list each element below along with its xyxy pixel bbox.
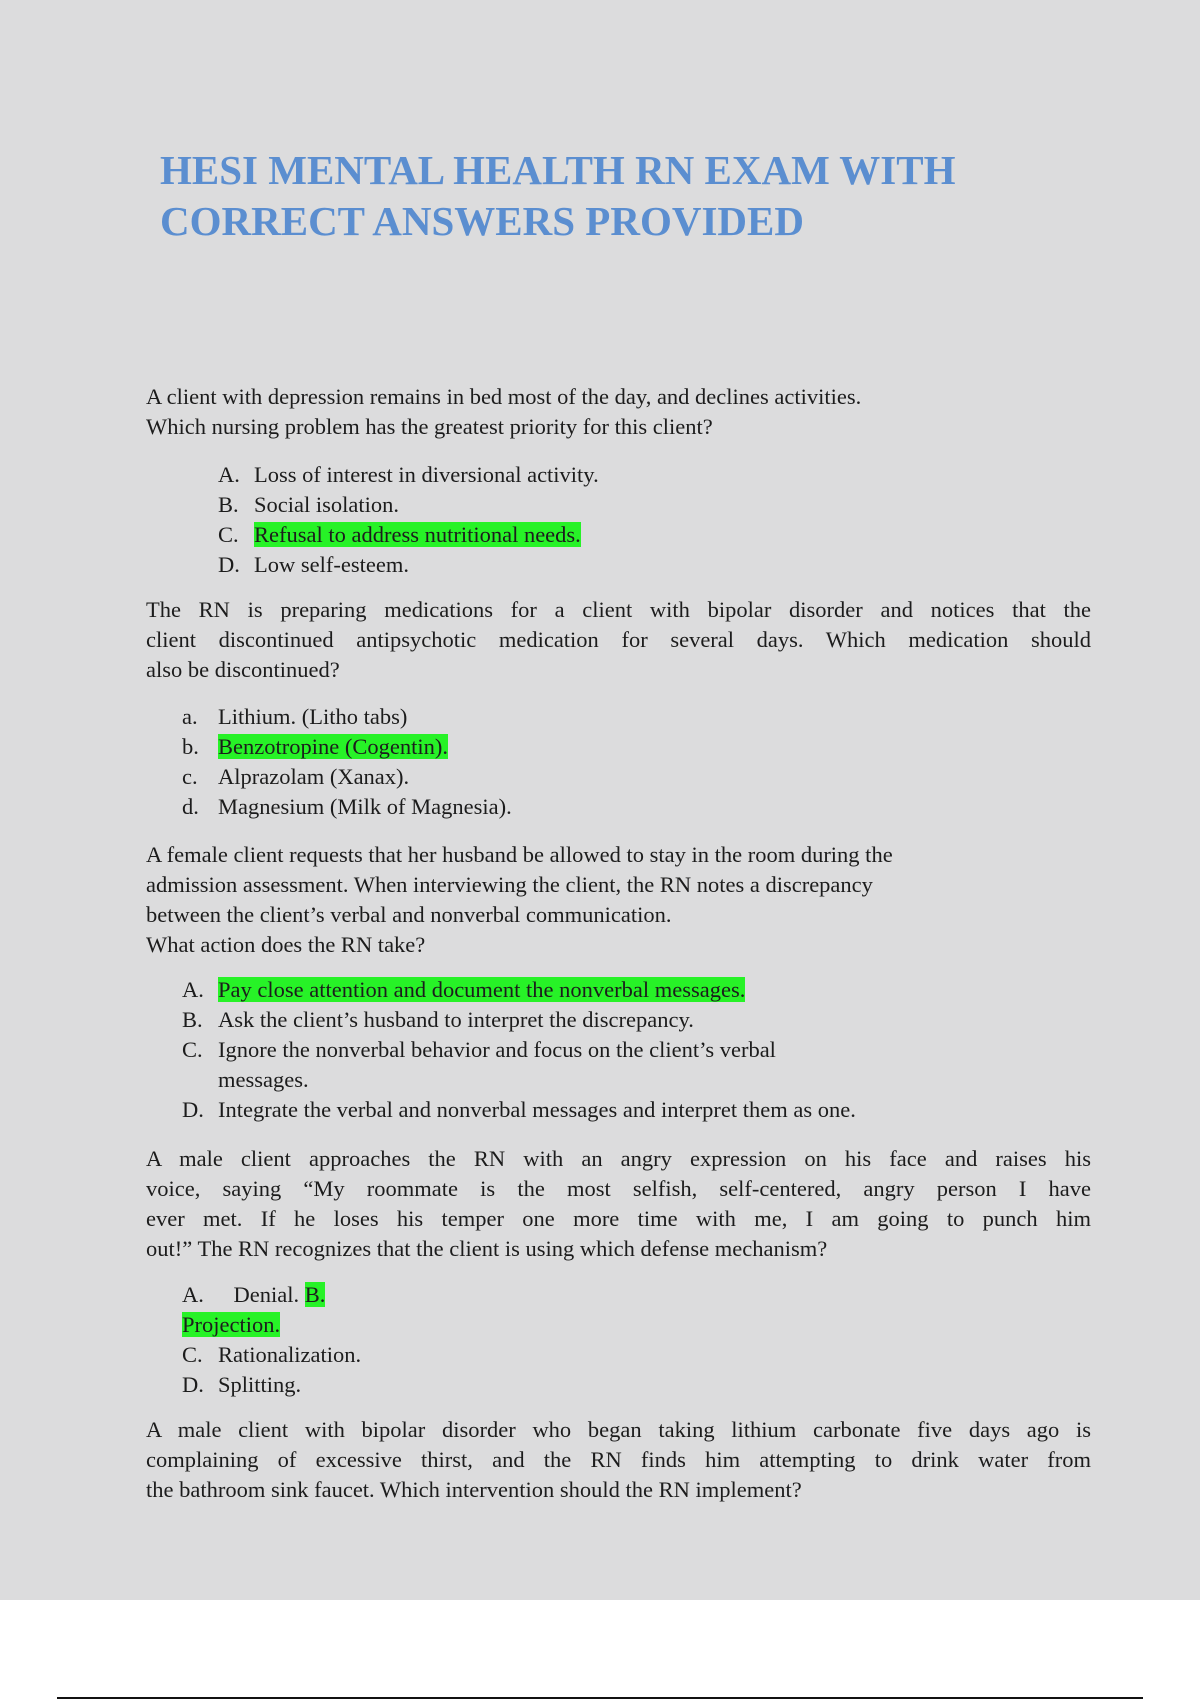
answer-option <box>218 490 599 520</box>
question-1-stem <box>146 382 1091 442</box>
option-letter: C. <box>218 522 239 547</box>
option-text: Loss of interest in diversional activity. <box>254 462 599 487</box>
answer-option <box>182 702 512 732</box>
option-text: Ask the client’s husband to interpret the discrepancy. <box>218 1007 694 1032</box>
stem-line: ever met. If he loses his temper one more time with me, I am going to punch him <box>146 1206 1091 1231</box>
option-letter: C. <box>182 1037 203 1062</box>
stem-line: complaining of excessive thirst, and the RN finds him attempting to drink water from <box>146 1447 1091 1472</box>
stem-line: out!” The RN recognizes that the client is using which defense mechanism? <box>146 1236 828 1261</box>
option-text: Denial. <box>233 1282 300 1307</box>
stem-line: client discontinued antipsychotic medication for several days. Which medication should <box>146 627 1091 652</box>
answer-option <box>182 1340 361 1370</box>
answer-option <box>182 1370 361 1400</box>
question-3-stem <box>146 840 1091 960</box>
answer-option-correct <box>182 732 512 762</box>
option-letter: c. <box>182 764 198 789</box>
stem-line: between the client’s verbal and nonverbal communication. <box>146 902 672 927</box>
stem-line: A male client with bipolar disorder who began taking lithium carbonate five days ago is <box>146 1417 1091 1442</box>
stem-line: the bathroom sink faucet. Which intervention should the RN implement? <box>146 1477 802 1502</box>
stem-line: A client with depression remains in bed most of the day, and declines activities. <box>146 384 862 409</box>
option-letter: D. <box>182 1372 204 1397</box>
option-text: Magnesium (Milk of Magnesia). <box>218 794 512 819</box>
question-1-options <box>218 460 599 580</box>
option-letter: A. <box>182 1282 204 1307</box>
option-letter: B. <box>218 492 239 517</box>
option-letter: D. <box>182 1097 204 1122</box>
answer-option <box>182 1035 856 1065</box>
answer-option-continuation <box>182 1065 856 1095</box>
option-text-highlighted: Pay close attention and document the nonverbal messages. <box>218 977 746 1002</box>
option-text: Splitting. <box>218 1372 302 1397</box>
option-text-highlighted: Refusal to address nutritional needs. <box>254 522 581 547</box>
option-text: Social isolation. <box>254 492 399 517</box>
option-text: Low self-esteem. <box>254 552 409 577</box>
question-3-options <box>182 975 856 1125</box>
stem-line: A male client approaches the RN with an angry expression on his face and raises his <box>146 1146 1091 1171</box>
option-letter: b. <box>182 734 199 759</box>
option-letter: D. <box>218 552 240 577</box>
stem-line: What action does the RN take? <box>146 932 426 957</box>
option-letter-highlighted: B. <box>304 1282 326 1307</box>
option-text: Lithium. (Litho tabs) <box>218 704 408 729</box>
document-title <box>160 145 1060 247</box>
option-text: Alprazolam (Xanax). <box>218 764 410 789</box>
answer-option <box>182 1005 856 1035</box>
option-text: messages. <box>218 1067 309 1092</box>
title-line: CORRECT ANSWERS PROVIDED <box>160 198 804 244</box>
question-4-stem <box>146 1144 1091 1264</box>
option-text-highlighted: Benzotropine (Cogentin). <box>218 734 448 759</box>
answer-option <box>182 762 512 792</box>
title-line: HESI MENTAL HEALTH RN EXAM WITH <box>160 147 956 193</box>
option-letter: a. <box>182 704 198 729</box>
stem-line: admission assessment. When interviewing the client, the RN notes a discrepancy <box>146 872 873 897</box>
answer-option-correct <box>218 520 599 550</box>
option-text: Ignore the nonverbal behavior and focus on the client’s verbal <box>218 1037 776 1062</box>
stem-line: also be discontinued? <box>146 657 340 682</box>
stem-line: A female client requests that her husband be allowed to stay in the room during the <box>146 842 893 867</box>
answer-option <box>182 1280 361 1310</box>
option-text: Rationalization. <box>218 1342 362 1367</box>
answer-option-correct <box>182 1310 361 1340</box>
option-letter: A. <box>218 462 240 487</box>
question-2-stem <box>146 595 1091 685</box>
question-4-options <box>182 1280 361 1400</box>
stem-line: The RN is preparing medications for a client with bipolar disorder and notices that the <box>146 597 1091 622</box>
option-letter: C. <box>182 1342 203 1367</box>
answer-option <box>218 460 599 490</box>
answer-option-correct <box>182 975 856 1005</box>
option-letter: d. <box>182 794 199 819</box>
question-5-stem <box>146 1415 1091 1505</box>
answer-option <box>182 1095 856 1125</box>
option-letter: A. <box>182 977 204 1002</box>
question-2-options <box>182 702 512 822</box>
stem-line: voice, saying “My roommate is the most selfish, self-centered, angry person I have <box>146 1176 1091 1201</box>
option-text: Integrate the verbal and nonverbal messages and interpret them as one. <box>218 1097 856 1122</box>
option-letter: B. <box>182 1007 203 1032</box>
stem-line: Which nursing problem has the greatest priority for this client? <box>146 414 713 439</box>
answer-option <box>182 792 512 822</box>
answer-option <box>218 550 599 580</box>
footer-divider <box>57 1697 1143 1699</box>
option-text-highlighted: Projection. <box>182 1312 281 1337</box>
